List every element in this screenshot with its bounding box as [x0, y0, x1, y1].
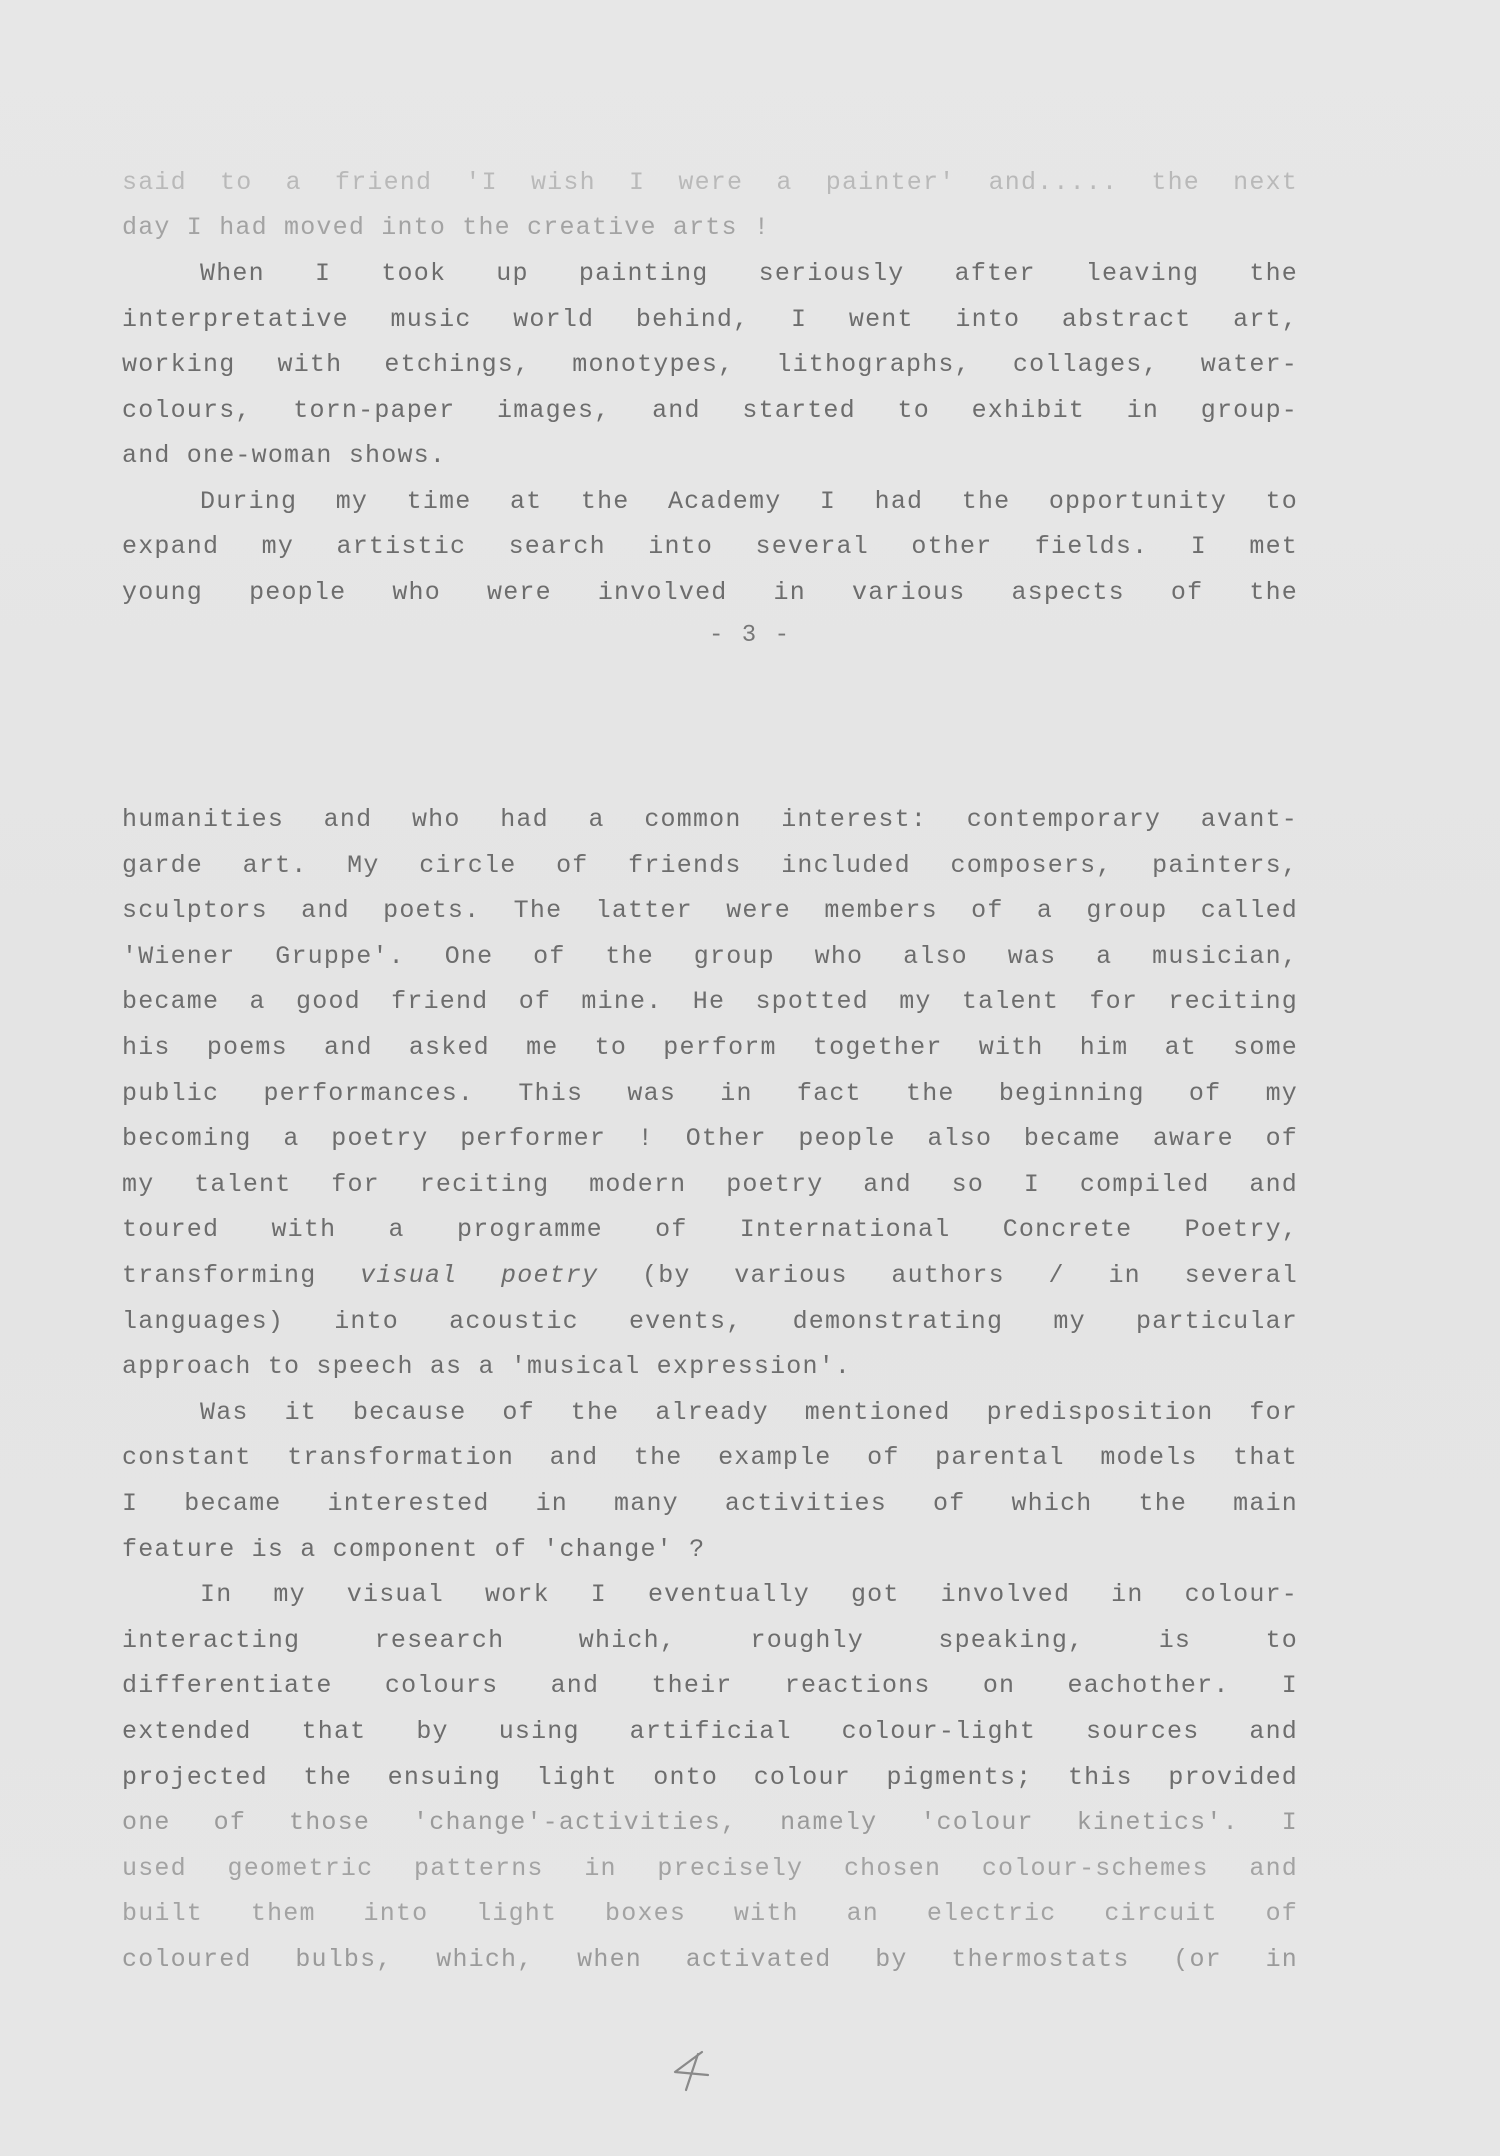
page-number-marker: - 3 - — [708, 622, 791, 649]
text-line: became a good friend of mine. He spotted my talent for reciting — [122, 987, 1298, 1016]
text-line: interacting research which, roughly speaking, is to — [122, 1626, 1298, 1655]
text-line: his poems and asked me to perform together with him at some — [122, 1033, 1298, 1062]
text-line: toured with a programme of International Concrete Poetry, — [122, 1215, 1298, 1244]
text-segment: transforming — [122, 1261, 361, 1290]
text-line: and one-woman shows. — [122, 441, 447, 470]
text-line: sculptors and poets. The latter were members of a group called — [122, 896, 1298, 925]
text-line: built them into light boxes with an electric circuit of — [122, 1899, 1298, 1928]
text-line: humanities and who had a common interest: contemporary avant- — [122, 805, 1298, 834]
text-line: I became interested in many activities of which the main — [122, 1489, 1298, 1518]
text-line: projected the ensuing light onto colour pigments; this provided — [122, 1763, 1298, 1792]
text-line: working with etchings, monotypes, lithographs, collages, water- — [122, 350, 1298, 379]
text-line: used geometric patterns in precisely chosen colour-schemes and — [122, 1854, 1298, 1883]
text-line: coloured bulbs, which, when activated by thermostats (or in — [122, 1945, 1298, 1974]
text-line: feature is a component of 'change' ? — [122, 1535, 706, 1564]
text-line: colours, torn-paper images, and started to exhibit in group- — [122, 396, 1298, 425]
text-line: garde art. My circle of friends included composers, painters, — [122, 851, 1298, 880]
text-line: becoming a poetry performer ! Other people also became aware of — [122, 1124, 1298, 1153]
text-line: young people who were involved in various aspects of the — [122, 578, 1298, 607]
text-line: my talent for reciting modern poetry and so I compiled and — [122, 1170, 1298, 1199]
text-line: differentiate colours and their reactions on eachother. I — [122, 1671, 1298, 1700]
text-line: interpretative music world behind, I went into abstract art, — [122, 305, 1298, 334]
text-line: expand my artistic search into several other fields. I met — [122, 532, 1298, 561]
text-line — [122, 1253, 1298, 1299]
text-line: day I had moved into the creative arts ! — [122, 213, 771, 242]
text-line: extended that by using artificial colour-light sources and — [122, 1717, 1298, 1746]
text-line: said to a friend 'I wish I were a painter' and..... the next — [122, 168, 1298, 197]
italic-phrase: visual poetry — [360, 1261, 599, 1290]
text-line: In my visual work I eventually got involved in colour- — [200, 1580, 1298, 1609]
text-line: Was it because of the already mentioned predisposition for — [200, 1398, 1298, 1427]
handwritten-page-number-4 — [672, 2042, 722, 2092]
text-line: 'Wiener Gruppe'. One of the group who also was a musician, — [122, 942, 1298, 971]
text-line: constant transformation and the example of parental models that — [122, 1443, 1298, 1472]
text-line: public performances. This was in fact the beginning of my — [122, 1079, 1298, 1108]
text-line: languages) into acoustic events, demonstrating my particular — [122, 1307, 1298, 1336]
text-line: one of those 'change'-activities, namely 'colour kinetics'. I — [122, 1808, 1298, 1837]
text-line: During my time at the Academy I had the opportunity to — [200, 487, 1298, 516]
text-segment: (by various authors / in several — [598, 1261, 1298, 1290]
text-line: approach to speech as a 'musical expression'. — [122, 1352, 852, 1381]
text-line: When I took up painting seriously after leaving the — [200, 259, 1298, 288]
